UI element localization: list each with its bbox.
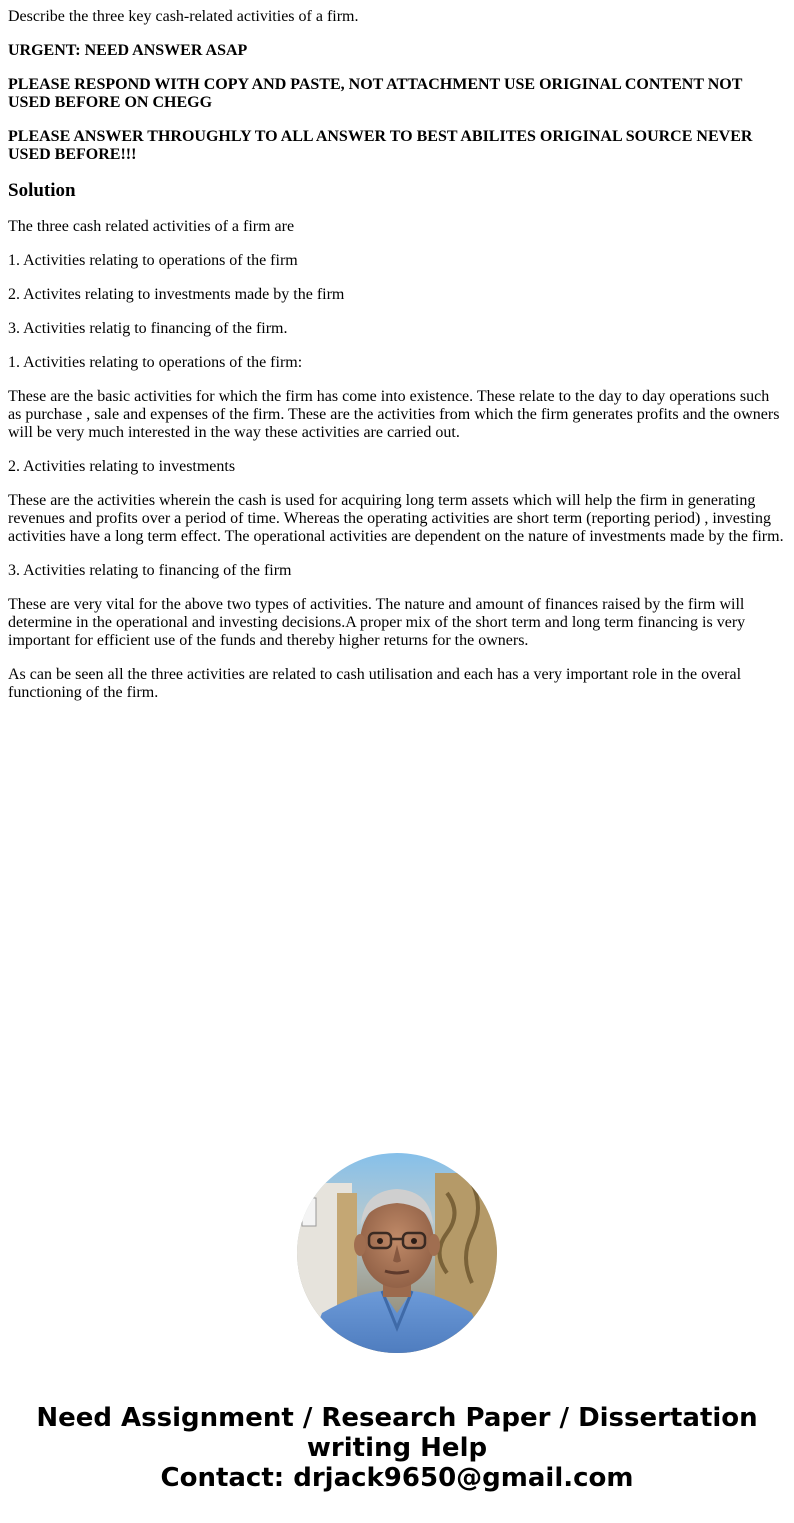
footer-line-1: Need Assignment / Research Paper / Dissertation [36, 1403, 758, 1433]
solution-list-item-2: 2. Activites relating to investments made by the firm [8, 286, 345, 303]
question-text: Describe the three key cash-related activities of a firm. [8, 8, 359, 25]
investments-subheading: 2. Activities relating to investments [8, 458, 236, 475]
instruction-original-source: PLEASE ANSWER THROUGHLY TO ALL ANSWER TO BEST ABILITES ORIGINAL SOURCE NEVER USED BEFORE!!! [8, 128, 753, 163]
avatar [297, 1153, 497, 1353]
instruction-copy-paste: PLEASE RESPOND WITH COPY AND PASTE, NOT ATTACHMENT USE ORIGINAL CONTENT NOT USED BEFORE ON CHEGG [8, 76, 743, 111]
solution-intro: The three cash related activities of a firm are [8, 218, 295, 235]
investments-paragraph: These are the activities wherein the cash is used for acquiring long term assets which will help the firm in generating revenues and profits over a period of time. Whereas the operating activities are short term (reporting period) , investing activities have a long term effect. The operational activities are dependent on the nature of investments made by the firm. [8, 492, 784, 545]
conclusion-paragraph: As can be seen all the three activities are related to cash utilisation and each has a very important role in the overal functioning of the firm. [8, 666, 742, 701]
financing-paragraph: These are very vital for the above two types of activities. The nature and amount of finances raised by the firm will determine in the operational and investing decisions.A proper mix of the short term and long term financing is very important for efficient use of the funds and thereby higher returns for the owners. [8, 596, 746, 649]
footer-contact-banner [0, 1403, 794, 1493]
footer-contact-email[interactable]: Contact: drjack9650@gmail.com [160, 1463, 634, 1493]
document-body [8, 8, 786, 718]
solution-list-item-1: 1. Activities relating to operations of the firm [8, 252, 298, 269]
solution-heading: Solution [8, 180, 76, 201]
person-photo-icon [297, 1153, 497, 1353]
operations-paragraph: These are the basic activities for which the firm has come into existence. These relate to the day to day operations such as purchase , sale and expenses of the firm. These are the activities from which the firm generates profits and the owners will be very much interested in the way these activities are carried out. [8, 388, 780, 441]
operations-subheading: 1. Activities relating to operations of the firm: [8, 354, 303, 371]
solution-list-item-3: 3. Activities relatig to financing of the firm. [8, 320, 288, 337]
footer-line-2: writing Help [306, 1433, 488, 1463]
urgent-notice: URGENT: NEED ANSWER ASAP [8, 42, 248, 59]
financing-subheading: 3. Activities relating to financing of the firm [8, 562, 292, 579]
